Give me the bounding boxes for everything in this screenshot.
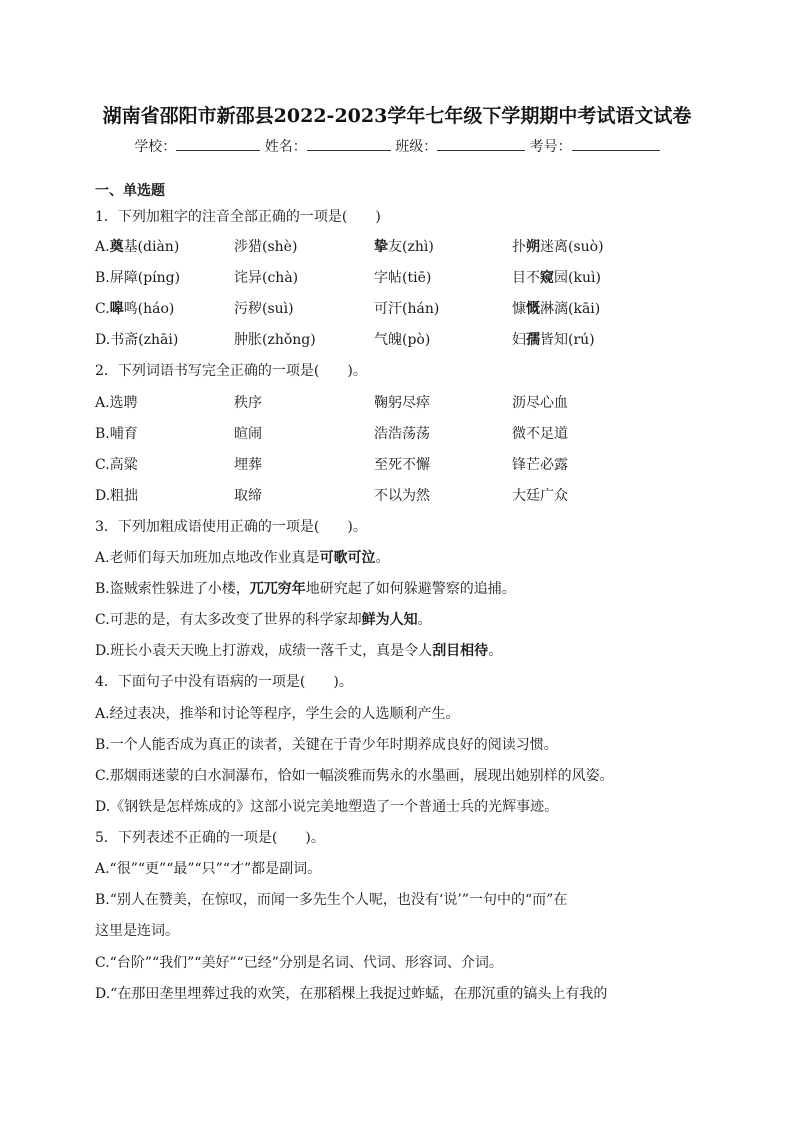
student-info-line <box>0 136 794 156</box>
question-1-stem: 1．下列加粗字的注音全部正确的一项是( ) <box>95 209 381 225</box>
option-text: 淋漓(kāi) <box>540 301 601 317</box>
option-text: 不以为然 <box>374 488 430 504</box>
option-text: 微不足道 <box>512 426 568 442</box>
question-2-option-b[interactable] <box>95 423 695 443</box>
name-blank[interactable] <box>307 137 391 151</box>
question-4-option-b[interactable]: B.一个人能否成为真正的读者，关键在于青少年时期养成良好的阅读习惯。 <box>95 737 558 753</box>
page-title: 湖南省邵阳市新邵县2022-2023学年七年级下学期期中考试语文试卷 <box>102 105 692 127</box>
question-3-option-d[interactable] <box>95 640 502 660</box>
option-text: 地研究起了如何躲避警察的追捕。 <box>305 581 516 597</box>
bold-char: 奠 <box>109 239 124 255</box>
id-label: 考号： <box>529 139 572 155</box>
option-text: 可汗(hán) <box>374 301 440 317</box>
option-text: 基(diàn) <box>123 239 180 255</box>
bold-idiom: 刮目相待 <box>432 643 489 659</box>
option-text: 暄闹 <box>234 426 262 442</box>
option-text: A.选聘 <box>95 395 138 411</box>
question-4-option-a[interactable]: A.经过表决，推举和讨论等程序，学生会的人选顺利产生。 <box>95 706 460 722</box>
option-text: 。 <box>375 550 390 566</box>
question-1-option-d[interactable] <box>95 329 695 349</box>
bold-idiom: 兀兀穷年 <box>249 581 306 597</box>
bold-char: 慨 <box>526 301 540 317</box>
option-text: A.老师们每天加班加点地改作业真是 <box>95 550 320 566</box>
option-text: 锋芒必露 <box>512 457 568 473</box>
question-5-stem: 5．下列表述不正确的一项是( )。 <box>95 830 325 846</box>
class-blank[interactable] <box>437 137 525 151</box>
option-text: 鸣(háo) <box>123 301 175 317</box>
option-text: 友(zhì) <box>388 239 434 255</box>
bold-idiom: 鲜为人知 <box>361 612 418 628</box>
question-5-option-b-line2[interactable]: 这里是连词。 <box>95 923 179 939</box>
option-text: 肿胀(zhǒng) <box>234 332 316 348</box>
option-text: 大廷广众 <box>512 488 568 504</box>
question-2-option-a[interactable] <box>95 392 695 412</box>
option-text: 字帖(tiē) <box>374 270 432 286</box>
option-letter: B. <box>95 270 110 286</box>
question-5-option-b-line1[interactable]: B.“别人在赞美，在惊叹，而闻一多先生个人呢，也没有‘说’”一句中的“而”在 <box>95 892 568 908</box>
question-4-stem: 4．下面句子中没有语病的一项是( )。 <box>95 674 353 690</box>
question-5-option-a[interactable]: A.“很”“更”“最”“只”“才”都是副词。 <box>95 861 322 877</box>
school-label: 学校： <box>134 139 177 155</box>
question-5-option-c[interactable]: C.“台阶”“我们”“美好”“已经”分别是名词、代词、形容词、介词。 <box>95 955 503 971</box>
name-label: 姓名： <box>264 139 307 155</box>
bold-char: 孺 <box>526 332 540 348</box>
option-text: 埋葬 <box>234 457 262 473</box>
option-text: 浩浩荡荡 <box>374 426 430 442</box>
question-1-option-c[interactable] <box>95 298 695 318</box>
bold-char: 嗥 <box>109 301 124 317</box>
option-text: 至死不懈 <box>374 457 430 473</box>
option-text: 沥尽心血 <box>512 395 568 411</box>
option-text: 气魄(pò) <box>374 332 431 348</box>
question-2-stem: 2．下列词语书写完全正确的一项是( )。 <box>95 363 367 379</box>
option-text: B.哺育 <box>95 426 138 442</box>
option-text: D.班长小袁天天晚上打游戏，成绩一落千丈，真是令人 <box>95 643 433 659</box>
option-text: B.盗贼索性躲进了小楼， <box>95 581 250 597</box>
option-text: D.粗拙 <box>95 488 139 504</box>
school-blank[interactable] <box>176 137 260 151</box>
option-letter: A. <box>95 239 110 255</box>
option-text: 鞠躬尽瘁 <box>374 395 430 411</box>
section-heading: 一、单选题 <box>95 183 165 199</box>
question-3-option-b[interactable] <box>95 578 516 598</box>
option-text: 屏障(píng) <box>109 270 181 286</box>
bold-idiom: 可歌可泣 <box>319 550 376 566</box>
option-text: 慷 <box>512 301 526 317</box>
option-text: 涉猎(shè) <box>234 239 298 255</box>
bold-char: 挚 <box>374 239 388 255</box>
option-letter: D. <box>95 332 111 348</box>
question-2-option-c[interactable] <box>95 454 695 474</box>
question-3-option-c[interactable] <box>95 609 432 629</box>
id-blank[interactable] <box>572 137 660 151</box>
question-5-option-d-line1[interactable]: D.“在那田垄里埋葬过我的欢笑，在那稻棵上我捉过蚱蜢，在那沉重的镐头上有我的 <box>95 986 608 1002</box>
option-text: 。 <box>488 643 503 659</box>
option-text: C.可悲的是，有太多改变了世界的科学家却 <box>95 612 362 628</box>
option-text: 迷离(suò) <box>540 239 604 255</box>
question-2-option-d[interactable] <box>95 485 695 505</box>
option-text: 皆知(rú) <box>540 332 595 348</box>
class-label: 班级： <box>395 139 438 155</box>
option-text: 秩序 <box>234 395 262 411</box>
option-text: 取缔 <box>234 488 262 504</box>
option-text: 。 <box>417 612 432 628</box>
question-3-option-a[interactable] <box>95 547 390 567</box>
option-text: 扑 <box>512 239 526 255</box>
option-text: 诧异(chà) <box>234 270 299 286</box>
option-text: 书斋(zhāi) <box>110 332 179 348</box>
option-text: 妇 <box>512 332 526 348</box>
question-4-option-d[interactable]: D.《钢铁是怎样炼成的》这部小说完美地塑造了一个普通士兵的光辉事迹。 <box>95 799 559 815</box>
question-1-option-a[interactable] <box>95 236 695 256</box>
question-3-stem: 3．下列加粗成语使用正确的一项是( )。 <box>95 519 367 535</box>
question-4-option-c[interactable]: C.那烟雨迷蒙的白水洞瀑布，恰如一幅淡雅而隽永的水墨画，展现出她别样的风姿。 <box>95 768 614 784</box>
option-text: 目不 <box>512 270 540 286</box>
option-text: 园(kuì) <box>554 270 601 286</box>
bold-char: 窥 <box>540 270 554 286</box>
option-letter: C. <box>95 301 110 317</box>
question-1-option-b[interactable] <box>95 267 695 287</box>
option-text: C.高粱 <box>95 457 138 473</box>
option-text: 污秽(suì) <box>234 301 294 317</box>
bold-char: 朔 <box>526 239 540 255</box>
